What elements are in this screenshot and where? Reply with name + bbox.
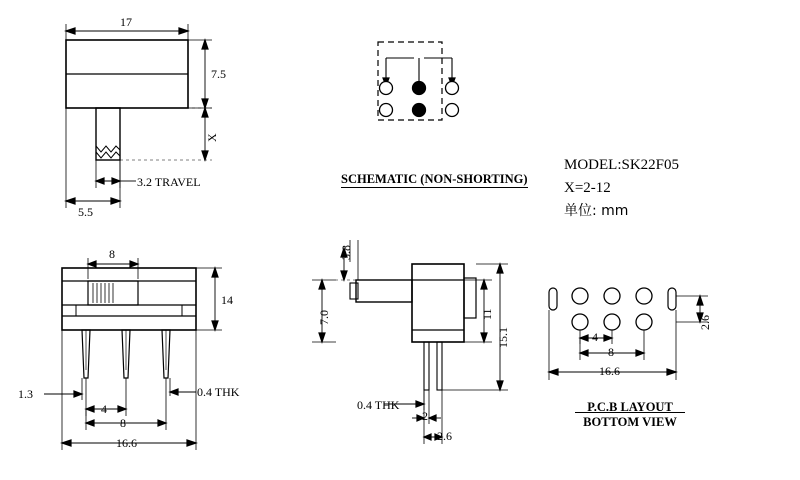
schematic-title-text: SCHEMATIC (NON-SHORTING) — [341, 172, 528, 186]
dim-label-height-7-5: 7.5 — [211, 67, 226, 81]
pcb-layout-title-rule — [575, 412, 685, 413]
dim-label-height-14: 14 — [221, 293, 233, 307]
dim-label-pin-width-8: 8 — [109, 247, 115, 261]
pcb-layout-title-line1: P.C.B LAYOUT — [587, 400, 673, 414]
pcb-dim-label-pitch-4: 4 — [592, 330, 598, 344]
dim-label-pitch-4: 4 — [101, 402, 107, 416]
dim-label-thickness-0-4-thk: 0.4 THK — [197, 385, 240, 399]
schematic-title — [341, 172, 528, 187]
dim-label-15-1: 15.1 — [496, 327, 510, 348]
dim-label-width-16-6: 16.6 — [116, 436, 137, 450]
dim-label-7-0: 7.0 — [317, 310, 331, 325]
dim-label-2: 2 — [422, 409, 428, 423]
pcb-dim-label-span-8: 8 — [608, 345, 614, 359]
dim-label-pin-len-1-3: 1.3 — [18, 387, 33, 401]
dim-label-3-8: 3.8 — [339, 245, 353, 260]
pcb-layout-graphics — [549, 288, 708, 380]
dim-label-stroke-x: X — [205, 133, 219, 142]
spec-travel-range: X=2-12 — [564, 180, 611, 196]
pcb-dim-label-height-2-6: 2.6 — [698, 315, 712, 330]
dim-label-center-thk: 0.4 THK — [357, 398, 400, 412]
pcb-dim-label-width-16-6: 16.6 — [599, 364, 620, 378]
dim-label-2-6: 2.6 — [437, 429, 452, 443]
dim-label-width-5-5: 5.5 — [78, 205, 93, 219]
dim-label-11: 11 — [480, 308, 494, 320]
schematic-view-graphics — [378, 42, 459, 120]
bottom-center-view — [312, 240, 508, 444]
dim-label-width-17: 17 — [120, 15, 132, 29]
spec-unit: 单位: mm — [564, 203, 629, 219]
dim-label-travel-3-2: 3.2 TRAVEL — [137, 175, 201, 189]
dim-label-width-8: 8 — [120, 416, 126, 430]
spec-model: MODEL:SK22F05 — [564, 157, 680, 173]
bottom-left-view — [44, 258, 222, 450]
pcb-layout-title-line2: BOTTOM VIEW — [583, 415, 677, 429]
